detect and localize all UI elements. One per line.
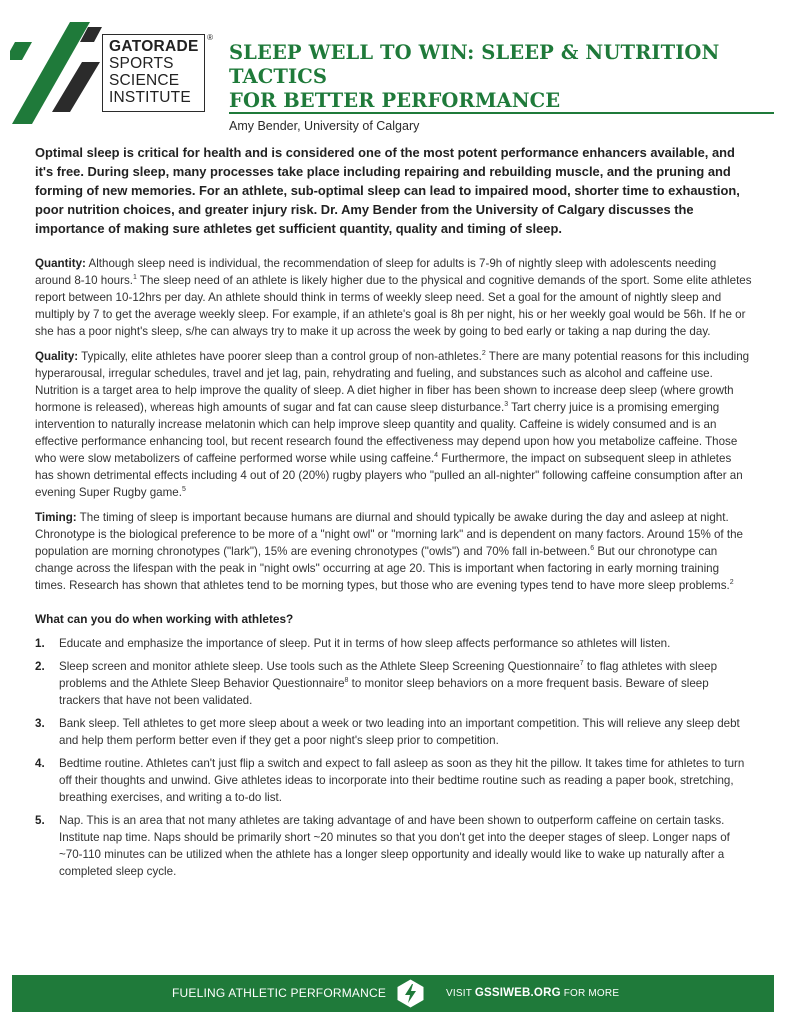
quality-text-4: Furthermore, the impact on subsequent sleep in athletes has shown detrimental effects including 4 out of 20 (20%) rugby players who "pulled an all-nighter" following caffeine consumption after an evening Super Rugby game. <box>35 452 743 499</box>
footer-visit-label: VISIT <box>446 988 475 999</box>
list-item-text: Bedtime routine. Athletes can't just flip a switch and expect to fall asleep as soon as they hit the pillow. It takes time for athletes to turn off their thoughts and unwind. Give athletes ideas to incorporate into their bedtime routine such as reading a paper book, stretching, breathing exercises, and writing a to-do list. <box>59 757 745 804</box>
list-number: 1. <box>35 637 45 650</box>
list-item <box>35 812 753 880</box>
timing-text-1: The timing of sleep is important because humans are diurnal and should typically be awake during the day and asleep at night. Chronotype is the biological preference to be more of a "night owl" or "morning lark" and is dependent on many factors. Around 15% of the population are morning chronotypes ("lark"), 15% are evening chronotypes ("owls") and 70% fall in-between. <box>35 511 743 558</box>
timing-text-2: But our chronotype can change across the lifespan with the peak in "night owls" occurring at age 20. This is important when factoring in early morning training times. Research has shown that athletes tend to be morning types, but those who are evening types tend to have more sleep problems. <box>35 545 730 592</box>
list-item <box>35 635 753 652</box>
quantity-text-2: The sleep need of an athlete is likely higher due to the physical and cognitive demands of the sport. Some elite athletes report between 10-12hrs per day. An athlete should think in terms of weekly sleep need. Set a goal for the amount of nightly sleep and multiply by 7 to get the average weekly sleep. For example, if an athlete's goal is 8h per night, his or her weekly goal would be 56h. If he or she has a poor night's sleep, s/he can always try to make it up across the week by going to bed early or taking a nap during the day. <box>35 274 752 338</box>
citation-1: 1 <box>132 274 137 282</box>
list-number: 3. <box>35 717 45 730</box>
timing-heading: Timing: <box>35 511 77 524</box>
footer-url-link[interactable]: GSSIWEB.ORG <box>474 987 561 999</box>
bolt-slash-icon <box>10 22 105 127</box>
quality-text-3: Tart cherry juice is a promising emerging intervention to naturally increase melatonin which can help improve sleep quantity and quality. Caffeine is widely consumed and is an effective performance enhancing tool, but recent research found the effectiveness may depend upon how you metabolize caffeine. Those who were slow metabolizers of caffeine performed worse while using caffeine. <box>35 401 738 465</box>
list-item-text: Bank sleep. Tell athletes to get more sleep about a week or two leading into an important competition. This will relieve any sleep debt and help them perform better even if they get a poor night's sleep prior to competition. <box>59 717 740 747</box>
logo-line-2: SPORTS <box>109 55 174 72</box>
tips-list <box>35 635 753 880</box>
citation-7: 7 <box>579 660 584 668</box>
quality-paragraph <box>35 348 753 501</box>
page-title <box>229 41 774 113</box>
list-item-text: Sleep screen and monitor athlete sleep. Use tools such as the Athlete Sleep Screening Questionnaire <box>59 660 580 673</box>
citation-2: 2 <box>481 350 486 358</box>
logo-line-1: GATORADE <box>109 38 199 55</box>
section-question-heading: What can you do when working with athletes? <box>35 612 294 626</box>
list-number: 5. <box>35 814 45 827</box>
title-divider <box>229 112 774 114</box>
intro-paragraph: Optimal sleep is critical for health and is considered one of the most potent performance enhancers available, and it's free. During sleep, many processes take place including repairing and rebuilding muscle, and the pruning and forming of new memories. For an athlete, sub-optimal sleep can lead to impaired mood, shorter time to exhaustion, poor nutrition choices, and greater injury risk. Dr. Amy Bender from the University of Calgary discusses the importance of making sure athletes get sufficient quantity, quality and timing of sleep. <box>35 145 740 236</box>
footer-more-label: FOR MORE <box>560 988 620 999</box>
list-item <box>35 658 753 709</box>
footer-tagline: FUELING ATHLETIC PERFORMANCE <box>172 986 387 1000</box>
quality-text-1: Typically, elite athletes have poorer sleep than a control group of non-athletes. <box>78 350 482 363</box>
list-item-text: Nap. This is an area that not many athletes are taking advantage of and have been shown to outperform caffeine on certain tasks. Institute nap time. Naps should be primarily short ~20 minutes so that you don't get into the deeper stages of sleep. Longer naps of ~70-110 minutes can be utilized when the athlete has a longer sleep opportunity and ideally would like to wake up naturally after a completed sleep cycle. <box>59 814 730 878</box>
gssi-logo <box>10 22 213 122</box>
page-footer <box>12 975 774 1012</box>
list-item-text-3: to monitor sleep behaviors on a more frequent basis. Beware of sleep trackers that have not been validated. <box>59 677 709 707</box>
title-line-2: FOR BETTER PERFORMANCE <box>229 89 561 112</box>
page-header <box>0 0 786 133</box>
logo-line-4: INSTITUTE <box>109 89 191 106</box>
quality-text-2: There are many potential reasons for this including hyperarousal, irregular schedules, travel and jet lag, pain, rehydrating and fueling, and substances such as alcohol and caffeine use. Nutrition is a target area to help improve the quality of sleep. A diet higher in fiber has been shown to increase deep sleep (where growth hormone is released), whereas high amounts of sugar and fat can cause sleep disturbance. <box>35 350 750 414</box>
citation-4: 4 <box>434 452 439 460</box>
quality-heading: Quality: <box>35 350 79 363</box>
citation-5: 5 <box>181 486 186 494</box>
list-item <box>35 755 753 806</box>
quantity-text-1: Although sleep need is individual, the recommendation of sleep for adults is 7-9h of nightly sleep with adolescents needing around 8-10 hours. <box>35 257 717 287</box>
title-line-1: SLEEP WELL TO WIN: SLEEP & NUTRITION TACTICS <box>229 41 720 88</box>
list-item-text: Educate and emphasize the importance of sleep. Put it in terms of how sleep affects performance so athletes will listen. <box>59 637 671 650</box>
citation-8: 8 <box>344 677 349 685</box>
quantity-paragraph <box>35 255 753 340</box>
logo-wordmark <box>102 33 213 112</box>
list-number: 4. <box>35 757 45 770</box>
author-line: Amy Bender, University of Calgary <box>229 119 420 133</box>
citation-6: 6 <box>590 545 595 553</box>
list-item <box>35 715 753 749</box>
list-number: 2. <box>35 660 45 673</box>
timing-paragraph <box>35 509 753 594</box>
registered-mark: ® <box>207 33 213 42</box>
title-block <box>229 41 774 133</box>
bolt-icon <box>396 979 425 1008</box>
logo-line-3: SCIENCE <box>109 72 180 89</box>
article-body <box>35 255 753 886</box>
quantity-heading: Quantity: <box>35 257 86 270</box>
footer-visit <box>446 987 619 999</box>
list-item-text-2: to flag athletes with sleep problems and the Athlete Sleep Behavior Questionnaire <box>59 660 718 690</box>
citation-2b: 2 <box>729 579 734 587</box>
citation-3: 3 <box>504 401 509 409</box>
